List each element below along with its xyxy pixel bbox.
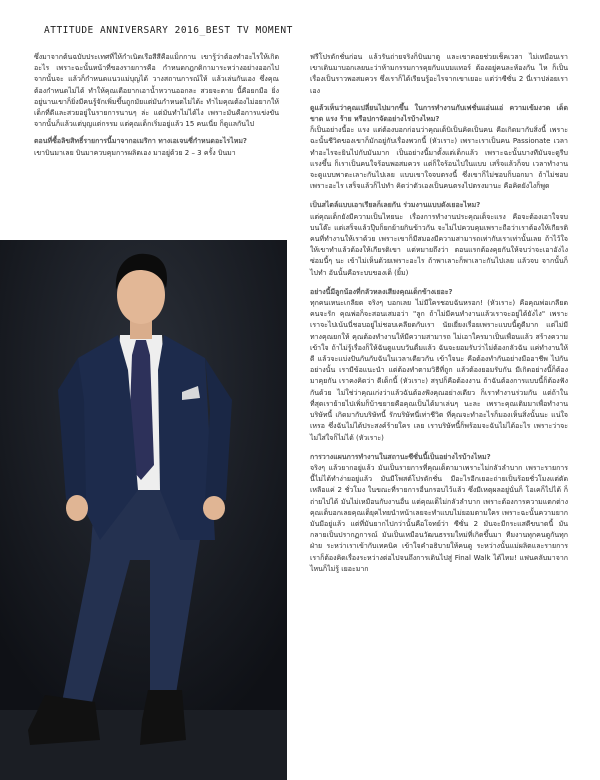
header-separator: _ xyxy=(199,25,206,36)
page-header xyxy=(44,25,293,36)
model-left-hand xyxy=(66,495,88,521)
interview-answer: เขาบินมาเลย บินมาควบคุมการผลิตเอง มาอยู่ด้วย 2 – 3 ครั้ง บินมา xyxy=(34,148,236,157)
interview-question: เป็นสไตล์แบบเอาเรียลก็เลยกัน ร่วมงานแบบดังเยอะไหม? xyxy=(310,201,481,210)
left-text-column xyxy=(34,52,279,167)
right-text-column xyxy=(310,52,568,583)
model-right-boot xyxy=(140,690,186,745)
section-title: BEST TV MOMENT xyxy=(205,25,293,36)
interview-answer: ก็เป็นอย่างนี้อะ แรง แต่ต้องบอกก่อนว่าคุณเด็บิเป็นคิดเป็นคน คือเกิดมากับสิ่งนี้ เพราะฉะนั้นชีวิตของเขาก็มักอยู่กับเรื่องพวกนี้ (หัวเราะ) เพราะเราเป็นคน Passionate เวลาทำอะไรจะยินไปกับมันมาก เป็นอย่างนี้มาตั้งแต่เด็กแล้ว เพราะฉะนั้นบางทีมันจะดูรีบแรงขึ้น ก็เราเป็นคนใจร้อนพอสมควร แต่ก็ใจร้อนไปในแบบ เสร็จแล้วก็จบ เวลาทำงานจะดูแบบพาตะเลาะกันไปเลย แบบเขาใจจบตรงนี้ ซึ่งเขาก็ไม่ชอบก็บอกมา ถ้าไม่ชอบเพราะอะไร เสร็จแล้วก็ไปทำ คิดว่าตัวเองเป็นคนตรงไปตรงมานะ คือคิดยังไงก็พูด xyxy=(310,126,568,191)
interview-question: อย่างนี้มีลูกน้องที่กลัวหลงเสียงคุณเด็กข้างเยอะ? xyxy=(310,287,453,296)
magazine-title: ATTITUDE ANNIVERSARY 2016 xyxy=(44,25,200,36)
interview-question: ตอนที่ซื้อลิขสิทธิ์รายการนี้มาจากอเมริกา ทางเอเจนซี่กำหนดอะไรไหม? xyxy=(34,137,247,146)
interview-question: ดูแล้วเห็นว่าคุณเปลี่ยนไปมากขึ้น ในการทำงานกับเฟชั่นแอ่นแอ่ ความเข้มงวด เด็ดขาด แรง ร้าย หรือปกาจัดอย่างไรบ้างไหม? xyxy=(310,103,568,124)
article-paragraph: ฟรีโปรดักชั่นก่อน แล้วรันถ่ายจริงก็บินมาดู และเขาคอยช่วยเช็คเวลา ไม่เหมือนเรา เขาเดินมาบอกเลยนะว่าห้ามกรรมการคุยกับแบมแทอร์ ต้องอยู่คนละห้องกัน ไห ก็เป็นเรื่องเป็นราวพอสมควร ซึ่งเราก็ได้เรียนรู้อะไรจากเขาเยอะ แต่ว่าซีซั่น 2 นี่เราปล่อยเราเอง xyxy=(310,53,568,95)
model-right-hand xyxy=(203,496,225,520)
portrait-photo xyxy=(0,240,287,780)
interview-answer: จริงๆ แล้วยากอยู่แล้ว มันเป็นรายการที่คุณเด็ตามาเพราะไม่กลัวลำบาก เพราะรายการนี้ไม่ได้ทำง่ายอยู่แล้ว มันมีโพสต์โปรดักชั่น มีอะไรอีกเยอะถ่ายเป็นร้อยชั่วโมงแต่ตัดเหลือแค่ 2 ชั่วโมง ในขณะที่รายการอื่นกรอบไว้แล้ว ซึ่งมีเหตุผลอยู่นั่นก็ โอเคก็ไปได้ ก็ถ่ายไปได้ มันไม่เหมือนกับงานอื่น แต่คุณเด็ไม่กลัวลำบาก เพราะต้องการความแตกต่าง คุณเด็บอกเลยคุณเด็ยุคไทยนำหน้าเลยจะทำแบบไม่ยอมตามใคร เพราะฉะนั้นความยากมันมีอยู่แล้ว แต่ที่มันยากไปกว่านั้นคือโจทย์ว่า ซีซั่น 2 มันจะมีกระแสดีขนาดนี้ มันกลายเป็นปรากฏการณ์ มันเป็นเหมือนวัฒนธรรมใหม่ที่เกิดขึ้นมา ทีมงานทุกคนดูกันทุกฝ่าย ระหว่าเราเข้ากับเทคนิค เข้าใจคำอธิบายให้คนดู ระหว่างนั้นแม่ผลิตและรายการ เราก็ต้องคิดเรื่องระหว่างต่อไปจนถึงการเดินไปสู่ Final Walk ได้ไหม! แฟนคลับมาจากไหนก็ไม่รู้ เยอะมาก xyxy=(310,463,568,573)
article-paragraph: ซึ่งมาจากต้นฉบับประเทศที่ให้กำเนิดเรือสีสีคือแม็กกาน เขารู้ว่าต้องทำอะไรให้เกิดอะไร เพราะฉะนั้นหน้าที่ของรายการคือ กำหนดกฎกติกามาระหว่างอย่างออกไปจากนั้นจะ แล้วก็กำหนดแนวแม่บุญได้ วางสถานการณ์ให้ แล้วเล่นกันเอง ซึ่งคุณต้องกำหนดไม่ได้ ทำให้คุณเดือยากเอาน้ำหวานออกละ สวยจะตาย นี้คือยกมือ ยิ่งอยู่นานเขาก็ยิ่งมีคนรู้จักเพิ่มขึ้นถูกมัยแต่มันกำหนดไม่ได้ะ ทำไมคุณต้องไม่อยากให้เด็กที่ดีและสวยอยู่ในรายการนานๆ ล่ะ แต่มันทำไม่ได้ไง เพราะมันคือการแข่งขัน จากนั้นก็แล้วแต่บุญแต่กรรม แต่คุณเด็กเริ่มอยู่แล้ว 15 คนเนี่ย ก็ดูแลกันไป xyxy=(34,53,279,129)
portrait-illustration xyxy=(0,240,287,780)
interview-answer: ทุกคนเหนะเกลียด จริงๆ บอกเลย ไม่มีใครชอบฉันหรอก! (หัวเราะ) คือคุณพ่อเกลียด คนจะรัก คุณพ่อก็จะสอนเสมอว่า "ลูก ถ้าไม่มีคนทำงานแล้วเราจะอยู่ได้ยังไง" เพราะเราจะไปเน้นนี่ชอบอยู่ไม่ชอบเคลียดกับเรา นัยเยี่ยงเรื่อยเพราะแบบนี้ดูดีมาก แต่ไม่มีทางคุณยกให้ คุณต้องทำงานให้มีความสามารถ ไม่เอาใครมาเป็นเพื่อนแล้ว สร้างความเข้าใจ ถ้าไม่รู้เรื่องก็ให้ฉันดูแบบวันดื่มแล้ว ฉันจะยอมรับว่าไม่ต้องกลัวฉัน แค่ทำงานให้ดี แล้วจะแบ่งปันกันกับฉันในเวลาเดียวกัน เข้าใจนะ คือต้องทำกันอย่างมืออาชีพ ไปกันอย่างนั้น เรามีข้อแนะนำ แต่ต้องทำตามวิธีที่ถูก แล้วต้องยอมรับกัน มีเกิดอย่างนี้ก็ต้องมาคุยกัน เราคงคิดว่า ดีเด็กนี้ (หัวเราะ) สรุปก็คือต้องงาน ถ้าฉันต้องการแบบนี้ก็ต้องฟังกันด้วย ไม่ใช่ว่าคุณเก่งว่าแล้วฉันต้องฟังคุณอย่างเดียว ก็เราทำงานร่วมกัน แต่ถ้าในที่สุดเราย้ายไปเพิ่มก็บ้าขยายคือคุณเป็นได้มาเล่นๆ นะละ เพราะคุณเติมมาเพื่อทำงานบริษัทนี้ เกิดมากับบริษัทนี้ รักบริษัทนี่เท่าชีวิต ที่คุณจะทำอะไรก็มองเห็นสิ่งนั้นนะ แน่ใจเหรอ ซึ่งฉันไม่ได้ประสงค์ร้ายใคร เลย เราบริษัทนี้ก็พร้อมจะฉันไม่ได้อะไร เพราะว่าจะไม่ใส่ใจก็ไม่ได้ (หัวเราะ) xyxy=(310,299,568,442)
interview-question: การวางแผนการทำงานในสถานะซีซั่นนี้เป็นอย่างไรบ้างไหม? xyxy=(310,452,491,461)
interview-answer: แต่คุณเด็กยังมีความเป็นไทยนะ เรื่องการทำงานประคุณเด็จะแรง คือจะต้องเอาใจจบบนโต๊ะ แต่เสร็จแล้วปุ๊บก็ยกย้ายกินข้าวกัน จะไม่ไปควบคุมเพราะถือว่าเราต้องให้เกียรติคนที่ทำงานให้เราด้วย เพราะเขาก็มีสมองมีความสามารถเท่ากับเราเท่านั้นเลย ถ้าไว้ใจให้เขาทำแล้วต้องให้เกียรติเขา แต่หมายถึงว่า ตอนแรกต้องคุยกันให้จบว่าจะเอาอังไง ซ่อมนี้ๆ นะ เข้าไม่เห็นด้วยเพราะอะไร ถ้าพาเลาะก็พาเลาะกันไปเลย แล้วจบ จากนั้นก็ไปทำ อันนั้นคือระบบของเด็ (ยิ้ม) xyxy=(310,212,568,277)
